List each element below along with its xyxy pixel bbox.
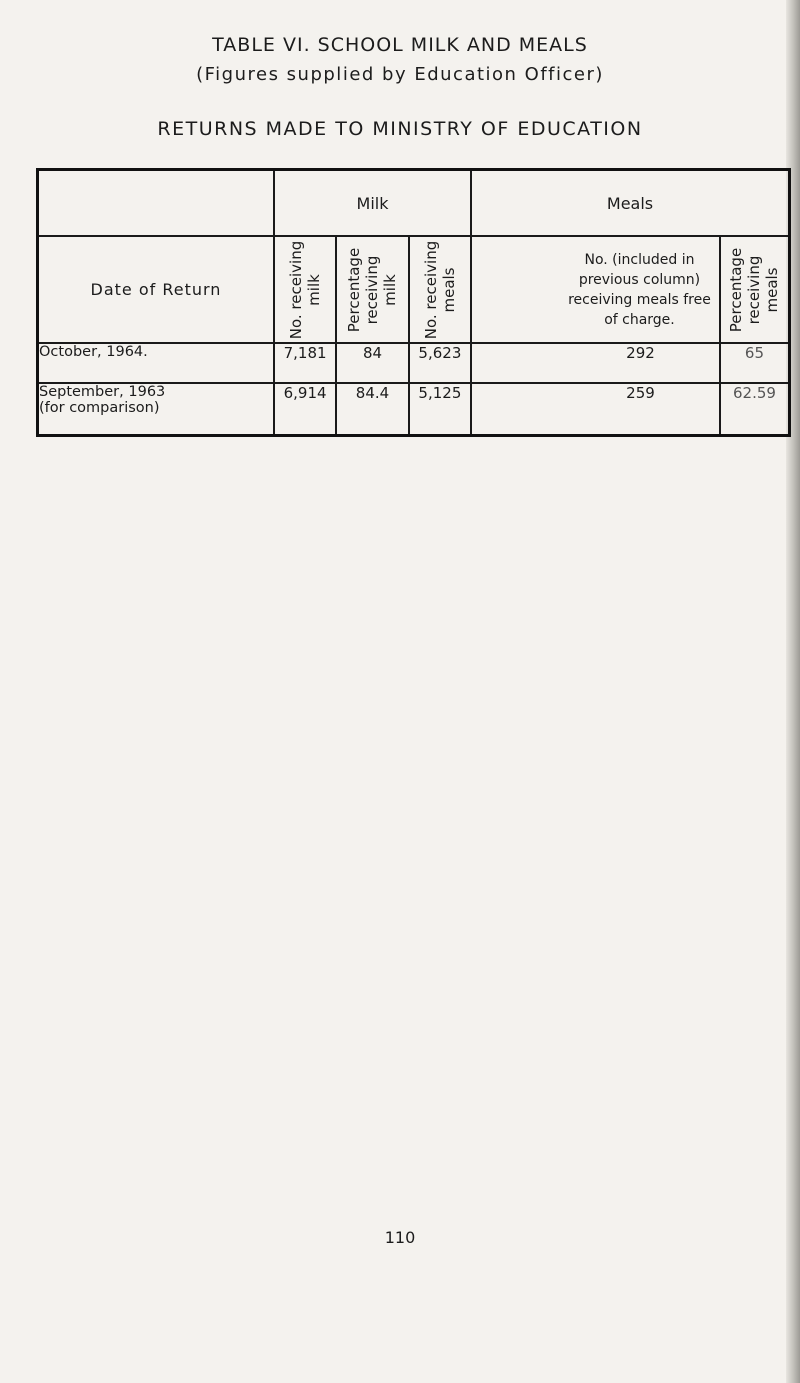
date-note: (for comparison) (39, 400, 160, 416)
pct-meals-cell: 65 (720, 343, 790, 383)
table-row (38, 383, 790, 436)
pct-meals-column-header (720, 236, 790, 343)
date-cell (38, 343, 274, 383)
date-text: October, 1964. (39, 344, 148, 360)
pct-milk-cell: 84.4 (336, 383, 409, 436)
no-meals-column-header (409, 236, 471, 343)
free-meals-column-header (471, 236, 720, 343)
milk-group-header: Milk (274, 170, 471, 237)
table-title: TABLE VI. SCHOOL MILK AND MEALS (212, 34, 588, 56)
table-subtitle: (Figures supplied by Education Officer) (196, 64, 604, 85)
no-milk-column-header (274, 236, 336, 343)
pct-milk-column-header (336, 236, 409, 343)
pct-milk-header-text: Percentage receiving milk (345, 247, 400, 332)
no-milk-header-text: No. receiving milk (287, 240, 324, 339)
free-meals-value: 259 (626, 384, 655, 402)
corner-cell (38, 170, 274, 237)
pct-meals-header-text: Percentage receiving meals (727, 247, 782, 332)
no-meals-cell: 5,125 (409, 383, 471, 436)
milk-meals-table (36, 168, 791, 437)
free-meals-header-text: No. (included in previous column) receiving meals free of charge. (568, 251, 711, 328)
date-column-header: Date of Return (38, 236, 274, 343)
no-milk-cell: 7,181 (274, 343, 336, 383)
free-meals-cell (471, 383, 720, 436)
date-cell (38, 383, 274, 436)
meals-group-header: Meals (471, 170, 789, 237)
date-text: September, 1963 (39, 384, 166, 400)
free-meals-value: 292 (626, 344, 655, 362)
returns-heading: RETURNS MADE TO MINISTRY OF EDUCATION (157, 118, 643, 140)
page-number: 110 (384, 1228, 416, 1247)
no-meals-cell: 5,623 (409, 343, 471, 383)
pct-milk-cell: 84 (336, 343, 409, 383)
no-meals-header-text: No. receiving meals (421, 240, 458, 339)
table-row (38, 343, 790, 383)
no-milk-cell: 6,914 (274, 383, 336, 436)
free-meals-cell (471, 343, 720, 383)
pct-meals-cell: 62.59 (720, 383, 790, 436)
